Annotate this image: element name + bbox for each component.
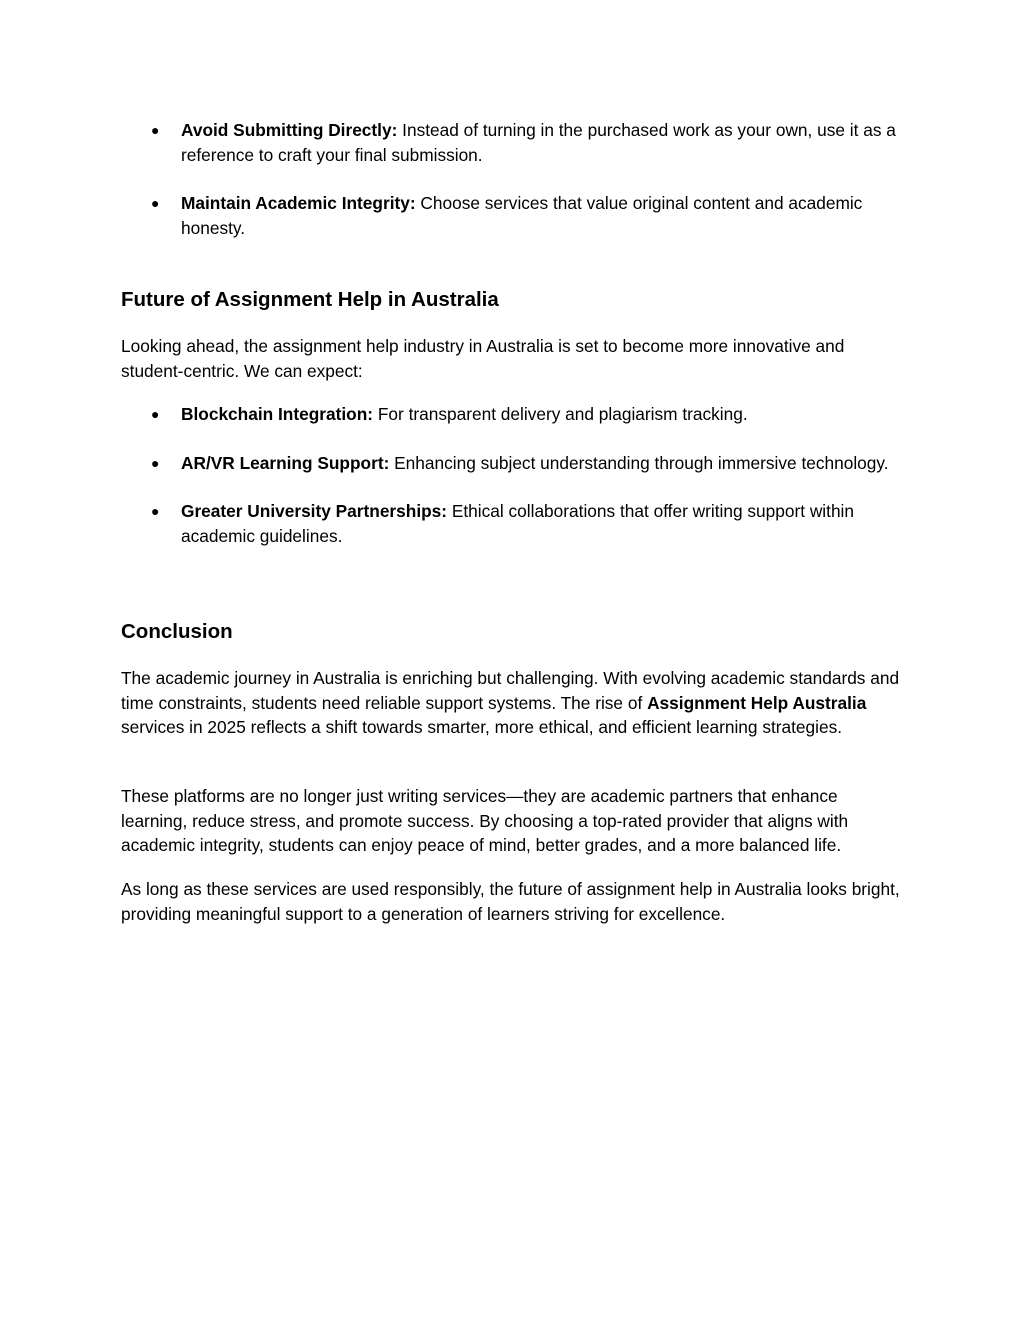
bullet-icon: ● xyxy=(151,195,160,211)
section-heading-conclusion: Conclusion xyxy=(121,620,233,643)
bullet-term: Greater University Partnerships: xyxy=(181,501,448,521)
bullet-text: For transparent delivery and plagiarism tracking. xyxy=(373,404,748,424)
list-item xyxy=(121,118,906,167)
bullet-icon: ● xyxy=(151,503,160,519)
list-item xyxy=(121,402,906,427)
bullet-icon: ● xyxy=(151,122,160,138)
bullet-text: Instead of turning in the purchased work as your own, use it as a reference to craft your final submission. xyxy=(181,120,896,165)
bold-keyword: Assignment Help Australia xyxy=(647,692,867,713)
bullet-icon: ● xyxy=(151,406,160,422)
bullet-text: Ethical collaborations that offer writing support within academic guidelines. xyxy=(181,501,855,546)
bullet-term: AR/VR Learning Support: xyxy=(181,452,390,473)
intro-bullet-list xyxy=(121,118,906,264)
conclusion-paragraph-1 xyxy=(121,666,906,740)
bullet-text: Choose services that value original content and academic honesty. xyxy=(181,193,863,238)
future-intro-paragraph: Looking ahead, the assignment help industry in Australia is set to become more innovative and student-centric. We can expect: xyxy=(121,336,845,381)
paragraph-text: The academic journey in Australia is enriching but challenging. With evolving academic standards and time constraints, students need reliable support systems. The rise of xyxy=(121,668,900,713)
bullet-term: Blockchain Integration: xyxy=(181,404,374,424)
list-item xyxy=(121,499,906,548)
bullet-term: Maintain Academic Integrity: xyxy=(181,193,416,213)
list-item xyxy=(121,451,906,476)
list-item xyxy=(121,191,906,240)
section-heading-future: Future of Assignment Help in Australia xyxy=(121,288,499,311)
bullet-icon: ● xyxy=(151,454,160,471)
conclusion-paragraph-2: These platforms are no longer just writing services—they are academic partners that enhance learning, reduce stress, and promote success. By choosing a top-rated provider that aligns with academic integrity, students can enjoy peace of mind, better grades, and a more balanced life. xyxy=(121,786,849,855)
conclusion-paragraph-3: As long as these services are used responsibly, the future of assignment help in Australia looks bright, providing meaningful support to a generation of learners striving for excellence. xyxy=(121,879,900,924)
bullet-text: Enhancing subject understanding through immersive technology. xyxy=(389,452,889,473)
bullet-term: Avoid Submitting Directly: xyxy=(181,120,398,140)
paragraph-text: services in 2025 reflects a shift towards smarter, more ethical, and efficient learning strategies. xyxy=(121,717,843,737)
future-bullet-list xyxy=(121,402,906,572)
